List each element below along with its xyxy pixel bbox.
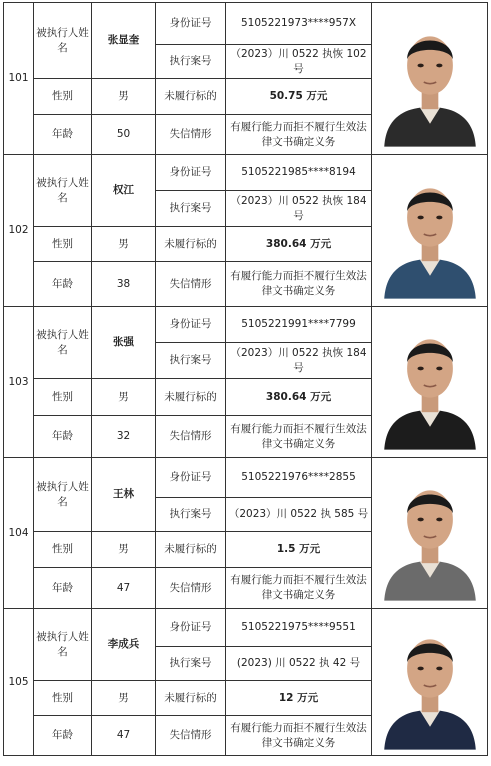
name-label: 被执行人姓名	[34, 458, 92, 532]
age-label: 年龄	[34, 716, 92, 756]
unpaid-value: 380.64 万元	[226, 227, 372, 262]
unpaid-value: 1.5 万元	[226, 532, 372, 568]
situation-label: 失信情形	[156, 416, 226, 458]
gender-label: 性别	[34, 681, 92, 716]
photo-cell	[372, 609, 488, 756]
record-number: 103	[4, 307, 34, 458]
record-row	[4, 307, 488, 343]
name-label: 被执行人姓名	[34, 155, 92, 227]
age-label: 年龄	[34, 115, 92, 155]
record-row	[4, 155, 488, 191]
case-value: (2023) 川 0522 执 42 号	[226, 647, 372, 681]
situation-value: 有履行能力而拒不履行生效法律文书确定义务	[226, 716, 372, 756]
name-label: 被执行人姓名	[34, 609, 92, 681]
portrait-photo	[378, 163, 482, 299]
gender-label: 性别	[34, 79, 92, 115]
name-value: 张显奎	[92, 3, 156, 79]
case-label: 执行案号	[156, 647, 226, 681]
record-row	[4, 458, 488, 498]
age-label: 年龄	[34, 262, 92, 307]
id-label: 身份证号	[156, 3, 226, 45]
age-label: 年龄	[34, 568, 92, 609]
photo-cell	[372, 155, 488, 307]
name-value: 李成兵	[92, 609, 156, 681]
portrait-photo	[378, 614, 482, 750]
portrait-photo	[378, 11, 482, 147]
id-label: 身份证号	[156, 307, 226, 343]
unpaid-label: 未履行标的	[156, 227, 226, 262]
case-value: （2023）川 0522 执恢 184 号	[226, 343, 372, 379]
situation-value: 有履行能力而拒不履行生效法律文书确定义务	[226, 262, 372, 307]
age-value: 50	[92, 115, 156, 155]
unpaid-value: 50.75 万元	[226, 79, 372, 115]
case-value: （2023）川 0522 执恢 102 号	[226, 45, 372, 79]
id-label: 身份证号	[156, 609, 226, 647]
record-row	[4, 3, 488, 45]
case-value: （2023）川 0522 执 585 号	[226, 498, 372, 532]
unpaid-label: 未履行标的	[156, 532, 226, 568]
unpaid-label: 未履行标的	[156, 681, 226, 716]
gender-value: 男	[92, 227, 156, 262]
situation-value: 有履行能力而拒不履行生效法律文书确定义务	[226, 568, 372, 609]
id-value: 5105221985****8194	[226, 155, 372, 191]
gender-value: 男	[92, 79, 156, 115]
id-value: 5105221975****9551	[226, 609, 372, 647]
photo-cell	[372, 3, 488, 155]
gender-label: 性别	[34, 532, 92, 568]
age-value: 38	[92, 262, 156, 307]
gender-label: 性别	[34, 379, 92, 416]
situation-label: 失信情形	[156, 716, 226, 756]
portrait-photo	[378, 465, 482, 601]
case-value: （2023）川 0522 执恢 184 号	[226, 191, 372, 227]
unpaid-value: 380.64 万元	[226, 379, 372, 416]
situation-label: 失信情形	[156, 262, 226, 307]
situation-value: 有履行能力而拒不履行生效法律文书确定义务	[226, 416, 372, 458]
record-number: 104	[4, 458, 34, 609]
case-label: 执行案号	[156, 45, 226, 79]
age-value: 47	[92, 568, 156, 609]
id-label: 身份证号	[156, 155, 226, 191]
record-number: 102	[4, 155, 34, 307]
name-value: 王林	[92, 458, 156, 532]
age-value: 47	[92, 716, 156, 756]
unpaid-label: 未履行标的	[156, 379, 226, 416]
name-label: 被执行人姓名	[34, 3, 92, 79]
situation-label: 失信情形	[156, 568, 226, 609]
name-value: 张强	[92, 307, 156, 379]
portrait-photo	[378, 314, 482, 450]
name-label: 被执行人姓名	[34, 307, 92, 379]
gender-value: 男	[92, 379, 156, 416]
unpaid-label: 未履行标的	[156, 79, 226, 115]
record-row	[4, 609, 488, 647]
gender-label: 性别	[34, 227, 92, 262]
case-label: 执行案号	[156, 191, 226, 227]
gender-value: 男	[92, 681, 156, 716]
photo-cell	[372, 458, 488, 609]
id-value: 5105221973****957X	[226, 3, 372, 45]
name-value: 权江	[92, 155, 156, 227]
record-number: 105	[4, 609, 34, 756]
case-label: 执行案号	[156, 343, 226, 379]
age-value: 32	[92, 416, 156, 458]
age-label: 年龄	[34, 416, 92, 458]
enforcement-roster-table	[3, 2, 488, 756]
situation-value: 有履行能力而拒不履行生效法律文书确定义务	[226, 115, 372, 155]
photo-cell	[372, 307, 488, 458]
gender-value: 男	[92, 532, 156, 568]
id-label: 身份证号	[156, 458, 226, 498]
unpaid-value: 12 万元	[226, 681, 372, 716]
id-value: 5105221991****7799	[226, 307, 372, 343]
record-number: 101	[4, 3, 34, 155]
case-label: 执行案号	[156, 498, 226, 532]
situation-label: 失信情形	[156, 115, 226, 155]
id-value: 5105221976****2855	[226, 458, 372, 498]
